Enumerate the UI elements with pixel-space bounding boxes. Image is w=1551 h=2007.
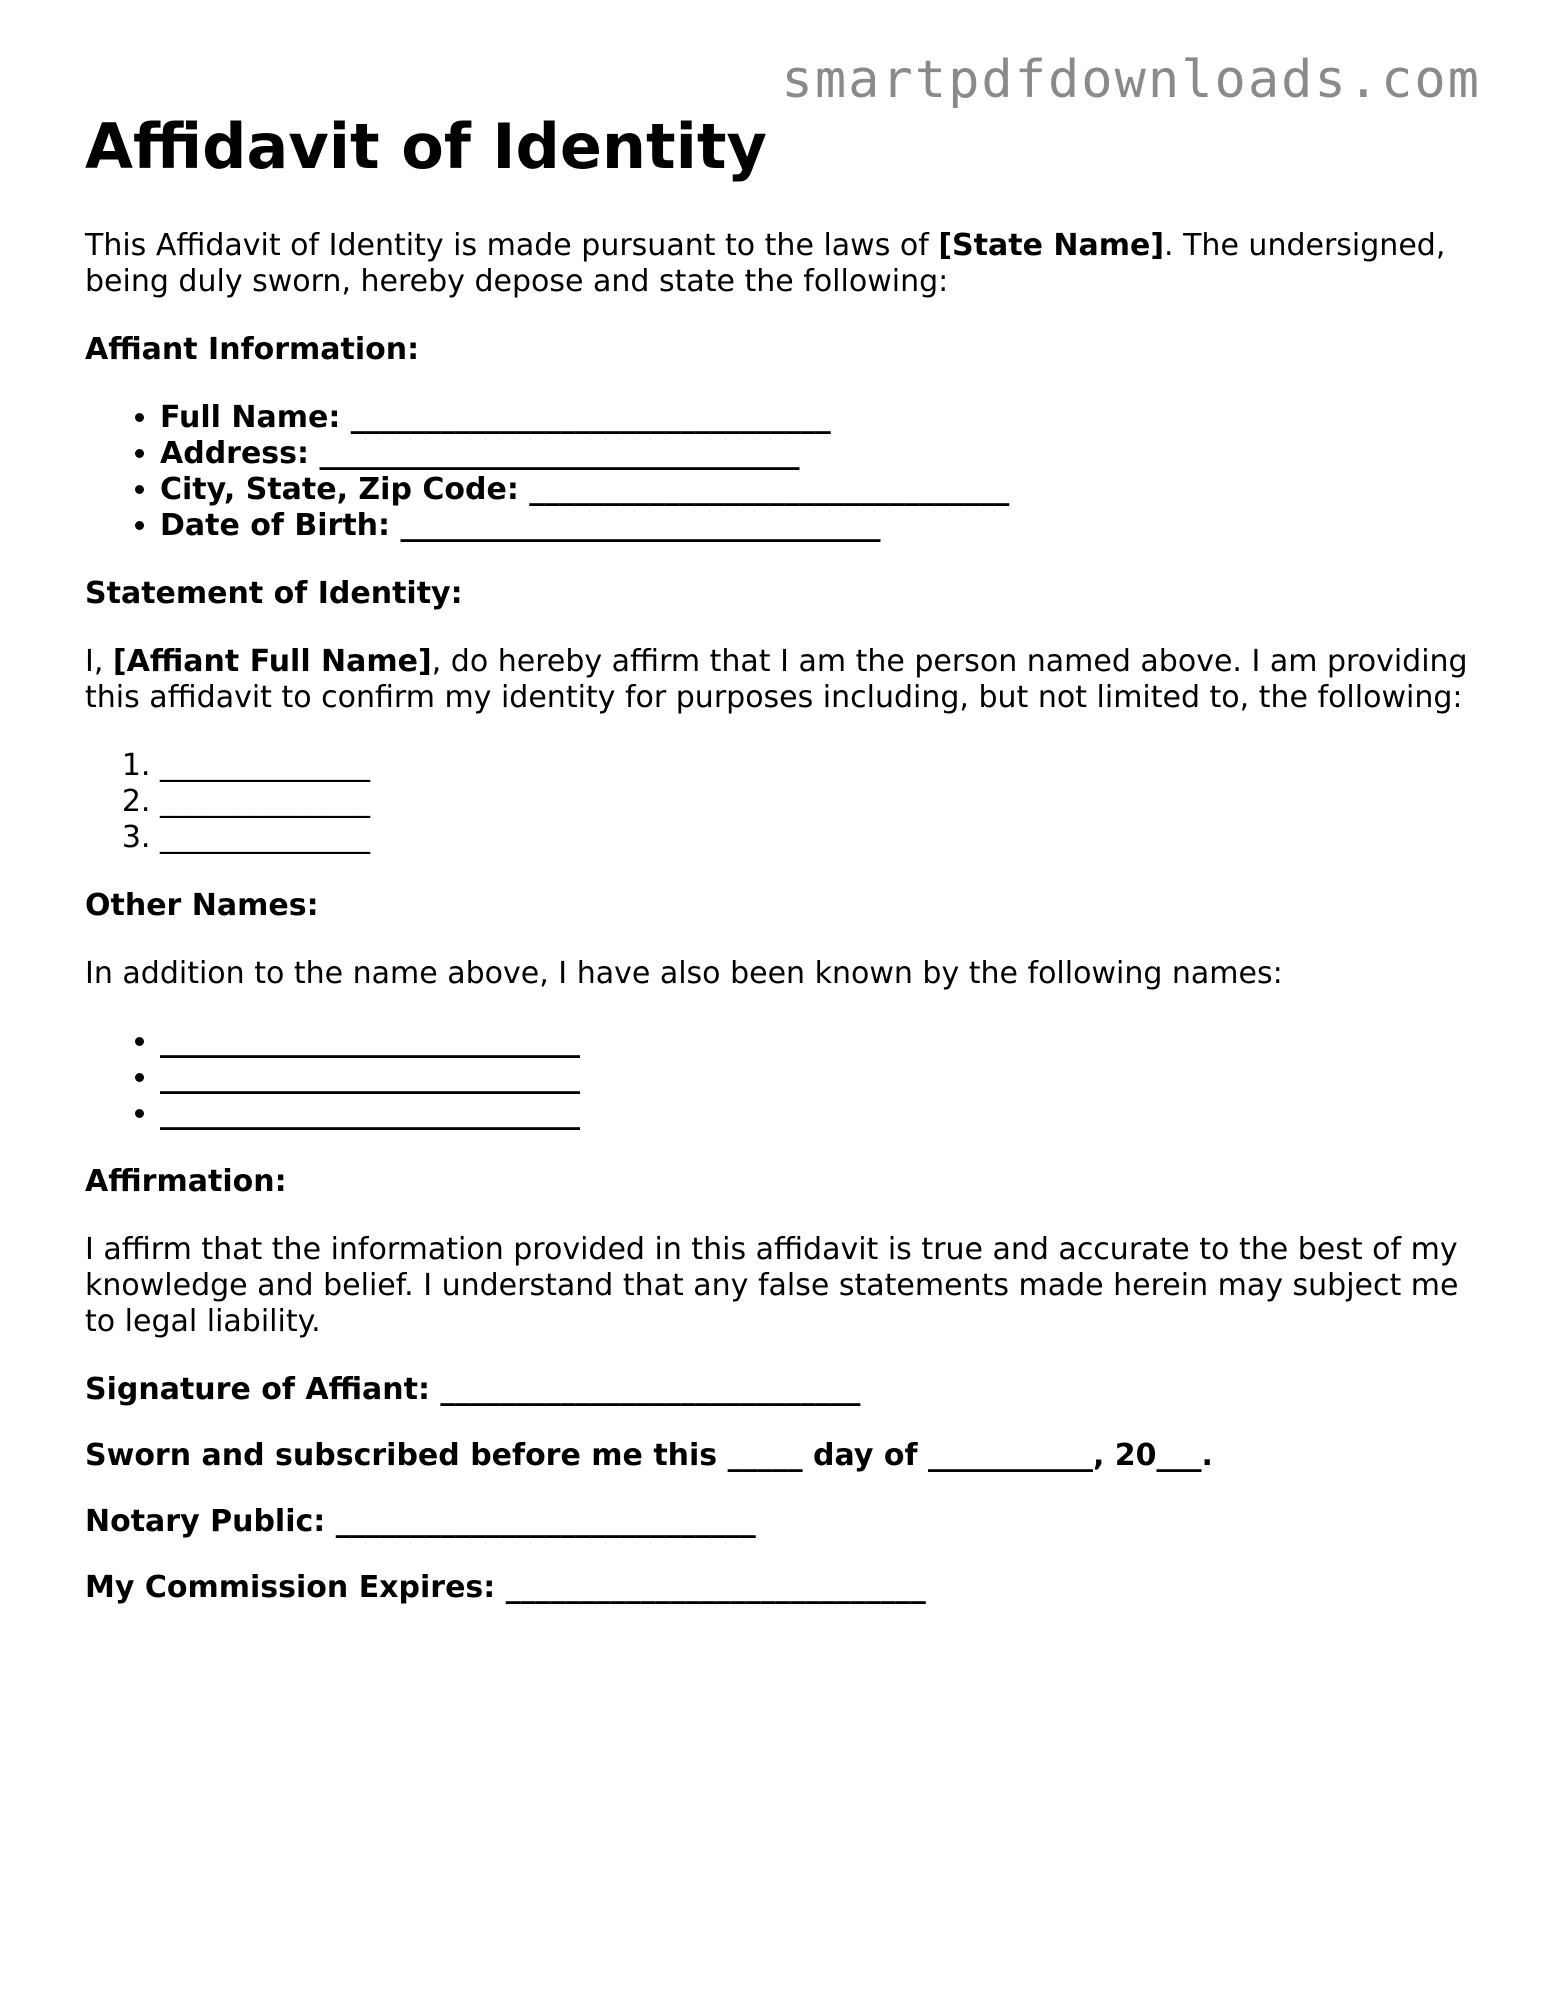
other-name-field[interactable]: • ____________________________ <box>160 1096 1475 1132</box>
purpose-field[interactable]: 2. ______________ <box>160 784 1475 820</box>
statement-of-identity-heading: Statement of Identity: <box>85 576 463 611</box>
sworn-subscribed-field[interactable]: Sworn and subscribed before me this _____ day of ___________, 20___. <box>85 1438 1213 1473</box>
other-names-list <box>85 1024 1475 1132</box>
affidavit-document <box>85 108 1475 1636</box>
affiant-information-heading: Affiant Information: <box>85 332 420 367</box>
affirmation-paragraph: I affirm that the information provided in this affidavit is true and accurate to the best of my knowledge and belief. I understand that any false statements made herein may subject me to legal liability. <box>85 1232 1459 1339</box>
purposes-list <box>85 748 1475 856</box>
signature-of-affiant-field[interactable]: Signature of Affiant: ____________________________ <box>85 1372 861 1407</box>
statement-text-after: , do hereby affirm that I am the person named above. I am providing this affidavit to confirm my identity for purposes including, but not limited to, the following: <box>85 644 1468 715</box>
date-of-birth-field[interactable]: • Date of Birth: ________________________________ <box>160 508 1475 544</box>
other-names-heading: Other Names: <box>85 888 319 923</box>
affiant-name-placeholder: [Affiant Full Name] <box>112 644 432 679</box>
other-names-paragraph: In addition to the name above, I have also been known by the following names: <box>85 956 1283 991</box>
city-state-zip-field[interactable]: • City, State, Zip Code: ________________________________ <box>160 472 1475 508</box>
intro-text-after: . The undersigned, being duly sworn, hereby depose and state the following: <box>85 228 1446 299</box>
state-name-placeholder: [State Name] <box>938 228 1165 263</box>
document-title: Affidavit of Identity <box>85 110 767 183</box>
watermark: smartpdfdownloads.com <box>781 50 1481 110</box>
full-name-field[interactable]: • Full Name: ________________________________ <box>160 400 1475 436</box>
affiant-information-list <box>85 400 1475 544</box>
other-name-field[interactable]: • ____________________________ <box>160 1060 1475 1096</box>
affirmation-heading: Affirmation: <box>85 1164 287 1199</box>
statement-paragraph <box>85 644 1475 716</box>
purpose-field[interactable]: 3. ______________ <box>160 820 1475 856</box>
other-name-field[interactable]: • ____________________________ <box>160 1024 1475 1060</box>
address-field[interactable]: • Address: ________________________________ <box>160 436 1475 472</box>
intro-text-before: This Affidavit of Identity is made pursuant to the laws of <box>85 228 939 263</box>
notary-public-field[interactable]: Notary Public: ____________________________ <box>85 1504 756 1539</box>
statement-text-before: I, <box>85 644 113 679</box>
purpose-field[interactable]: 1. ______________ <box>160 748 1475 784</box>
intro-paragraph <box>85 228 1475 300</box>
commission-expires-field[interactable]: My Commission Expires: ____________________________ <box>85 1570 926 1605</box>
